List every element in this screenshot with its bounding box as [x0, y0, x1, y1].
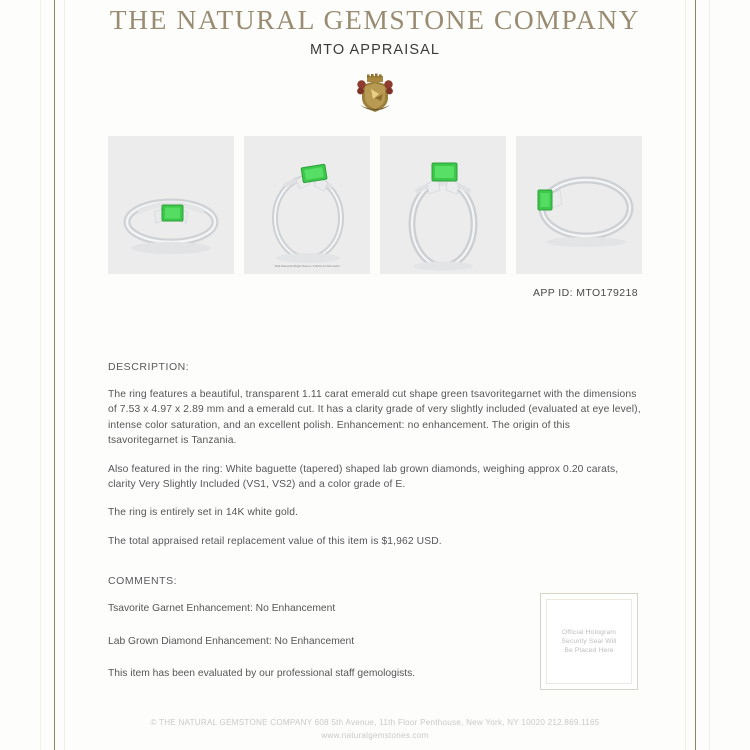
hologram-seal-text	[561, 628, 616, 656]
border-rule-thin-right	[685, 0, 686, 750]
app-id-label: APP ID: MTO179218	[532, 287, 638, 299]
hologram-seal-placeholder	[540, 593, 638, 690]
crest-container	[70, 72, 680, 114]
border-rule-thin-left	[64, 0, 65, 750]
product-photo-strip	[70, 136, 680, 274]
description-paragraph-4: The total appraised retail replacement value of this item is $1,962 USD.	[108, 535, 442, 547]
company-title: THE NATURAL GEMSTONE COMPANY	[109, 4, 641, 35]
hologram-line-2: Security Seal Will	[561, 637, 617, 645]
heraldic-crest-icon	[356, 72, 394, 114]
footer-address-line: © THE NATURAL GEMSTONE COMPANY 608 5th Avenue, 11th Floor Penthouse, New York, NY 10020 212.869.1165	[150, 718, 600, 727]
border-rule-main-right	[695, 0, 696, 750]
border-rule-main-left	[54, 0, 55, 750]
comments-heading: COMMENTS:	[108, 575, 178, 588]
document-subtitle: MTO APPRAISAL	[309, 42, 441, 58]
comment-line-2: Lab Grown Diamond Enhancement: No Enhancement	[108, 635, 355, 647]
comment-line-1: Tsavorite Garnet Enhancement: No Enhancement	[108, 603, 336, 615]
border-rule-outer-right	[709, 0, 710, 750]
photo-caption: Total Diamond Weight Stones: 0.20ctw (0.10ct each)	[274, 265, 340, 268]
hologram-line-1: Official Hologram	[561, 628, 617, 636]
photo-ring-front-angle-view[interactable]	[108, 136, 234, 274]
border-rule-outer-left	[40, 0, 41, 750]
footer-website-line[interactable]: www.naturalgemstones.com	[321, 731, 429, 740]
photo-ring-front-upright-view[interactable]	[380, 136, 506, 274]
description-paragraph-1: The ring features a beautiful, transparent 1.11 carat emerald cut shape green tsavoritegarnet with the dimensions of 7.53 x 4.97 x 2.89 mm and a emerald cut. It has a clarity grade of very slightly included (evaluated at eye level), intense color saturation, and an excellent polish. Enhancement: no enhancement. The origin of this tsavoritegarnet is Tanzania.	[108, 389, 641, 447]
hologram-line-3: Be Placed Here	[564, 647, 614, 655]
hologram-seal-inner-border	[546, 599, 632, 684]
photo-ring-side-profile-view[interactable]	[516, 136, 642, 274]
document-footer	[70, 718, 680, 740]
photo-ring-three-quarter-view[interactable]	[244, 136, 370, 274]
description-heading: DESCRIPTION:	[108, 361, 190, 373]
comment-line-3: This item has been evaluated by our professional staff gemologists.	[108, 668, 416, 680]
description-paragraph-3: The ring is entirely set in 14K white gold.	[108, 507, 299, 519]
description-paragraph-2: Also featured in the ring: White baguette (tapered) shaped lab grown diamonds, weighing approx 0.20 carats, clarity Very Slightly Included (VS1, VS2) and a color grade of E.	[108, 463, 619, 491]
